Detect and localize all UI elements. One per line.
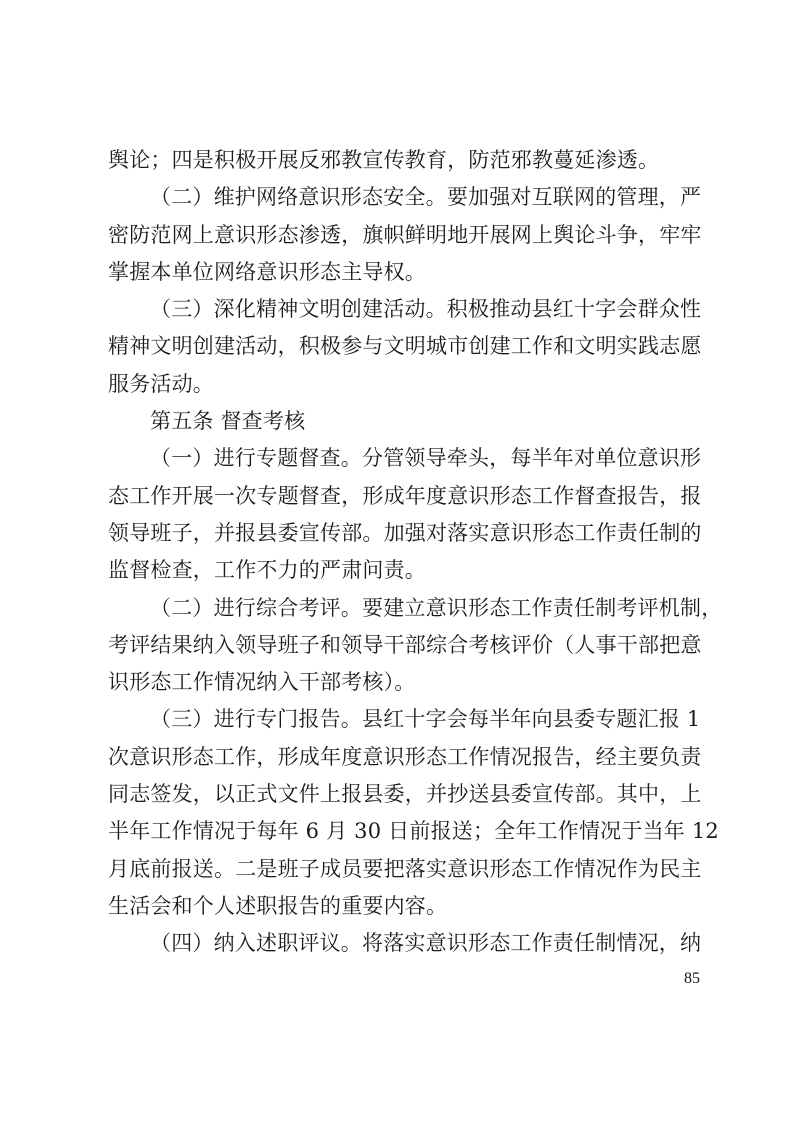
text-line: 监督检查，工作不力的严肃问责。 [108, 558, 426, 583]
text-line: （三）深化精神文明创建活动。积极推动县红十字会群众性 [150, 297, 702, 322]
text-line: 半年工作情况于每年 6 月 30 日前报送；全年工作情况于当年 12 [108, 819, 719, 844]
page-number: 85 [684, 970, 700, 987]
text-line: 次意识形态工作，形成年度意识形态工作情况报告，经主要负责 [108, 744, 702, 769]
text-line: 精神文明创建活动，积极参与文明城市创建工作和文明实践志愿 [108, 334, 702, 359]
text-line: （四）纳入述职评议。将落实意识形态工作责任制情况，纳 [150, 931, 702, 956]
text-line: 同志签发，以正式文件上报县委，并抄送县委宣传部。其中，上 [108, 782, 702, 807]
text-line: 密防范网上意识形态渗透，旗帜鲜明地开展网上舆论斗争，牢牢 [108, 222, 702, 247]
text-line: （二）维护网络意识形态安全。要加强对互联网的管理，严 [150, 185, 702, 210]
text-line: （二）进行综合考评。要建立意识形态工作责任制考评机制， [150, 595, 723, 620]
text-line: 舆论；四是积极开展反邪教宣传教育，防范邪教蔓延渗透。 [108, 148, 660, 172]
text-line: 服务活动。 [108, 371, 214, 396]
text-line: 第五条 督查考核 [150, 409, 306, 434]
text-line: 掌握本单位网络意识形态主导权。 [108, 259, 426, 284]
text-line: 态工作开展一次专题督查，形成年度意识形态工作督查报告，报 [108, 483, 702, 508]
text-line: 月底前报送。二是班子成员要把落实意识形态工作情况作为民主 [108, 856, 702, 881]
text-line: （一）进行专题督查。分管领导牵头，每半年对单位意识形 [150, 446, 702, 471]
document-body [108, 142, 723, 963]
text-line: （三）进行专门报告。县红十字会每半年向县委专题汇报 1 [150, 707, 701, 732]
text-line: 生活会和个人述职报告的重要内容。 [108, 893, 448, 918]
text-line: 考评结果纳入领导班子和领导干部综合考核评价（人事干部把意 [108, 632, 702, 657]
text-line: 领导班子，并报县委宣传部。加强对落实意识形态工作责任制的 [108, 520, 702, 545]
text-line: 识形态工作情况纳入干部考核）。 [108, 670, 416, 695]
